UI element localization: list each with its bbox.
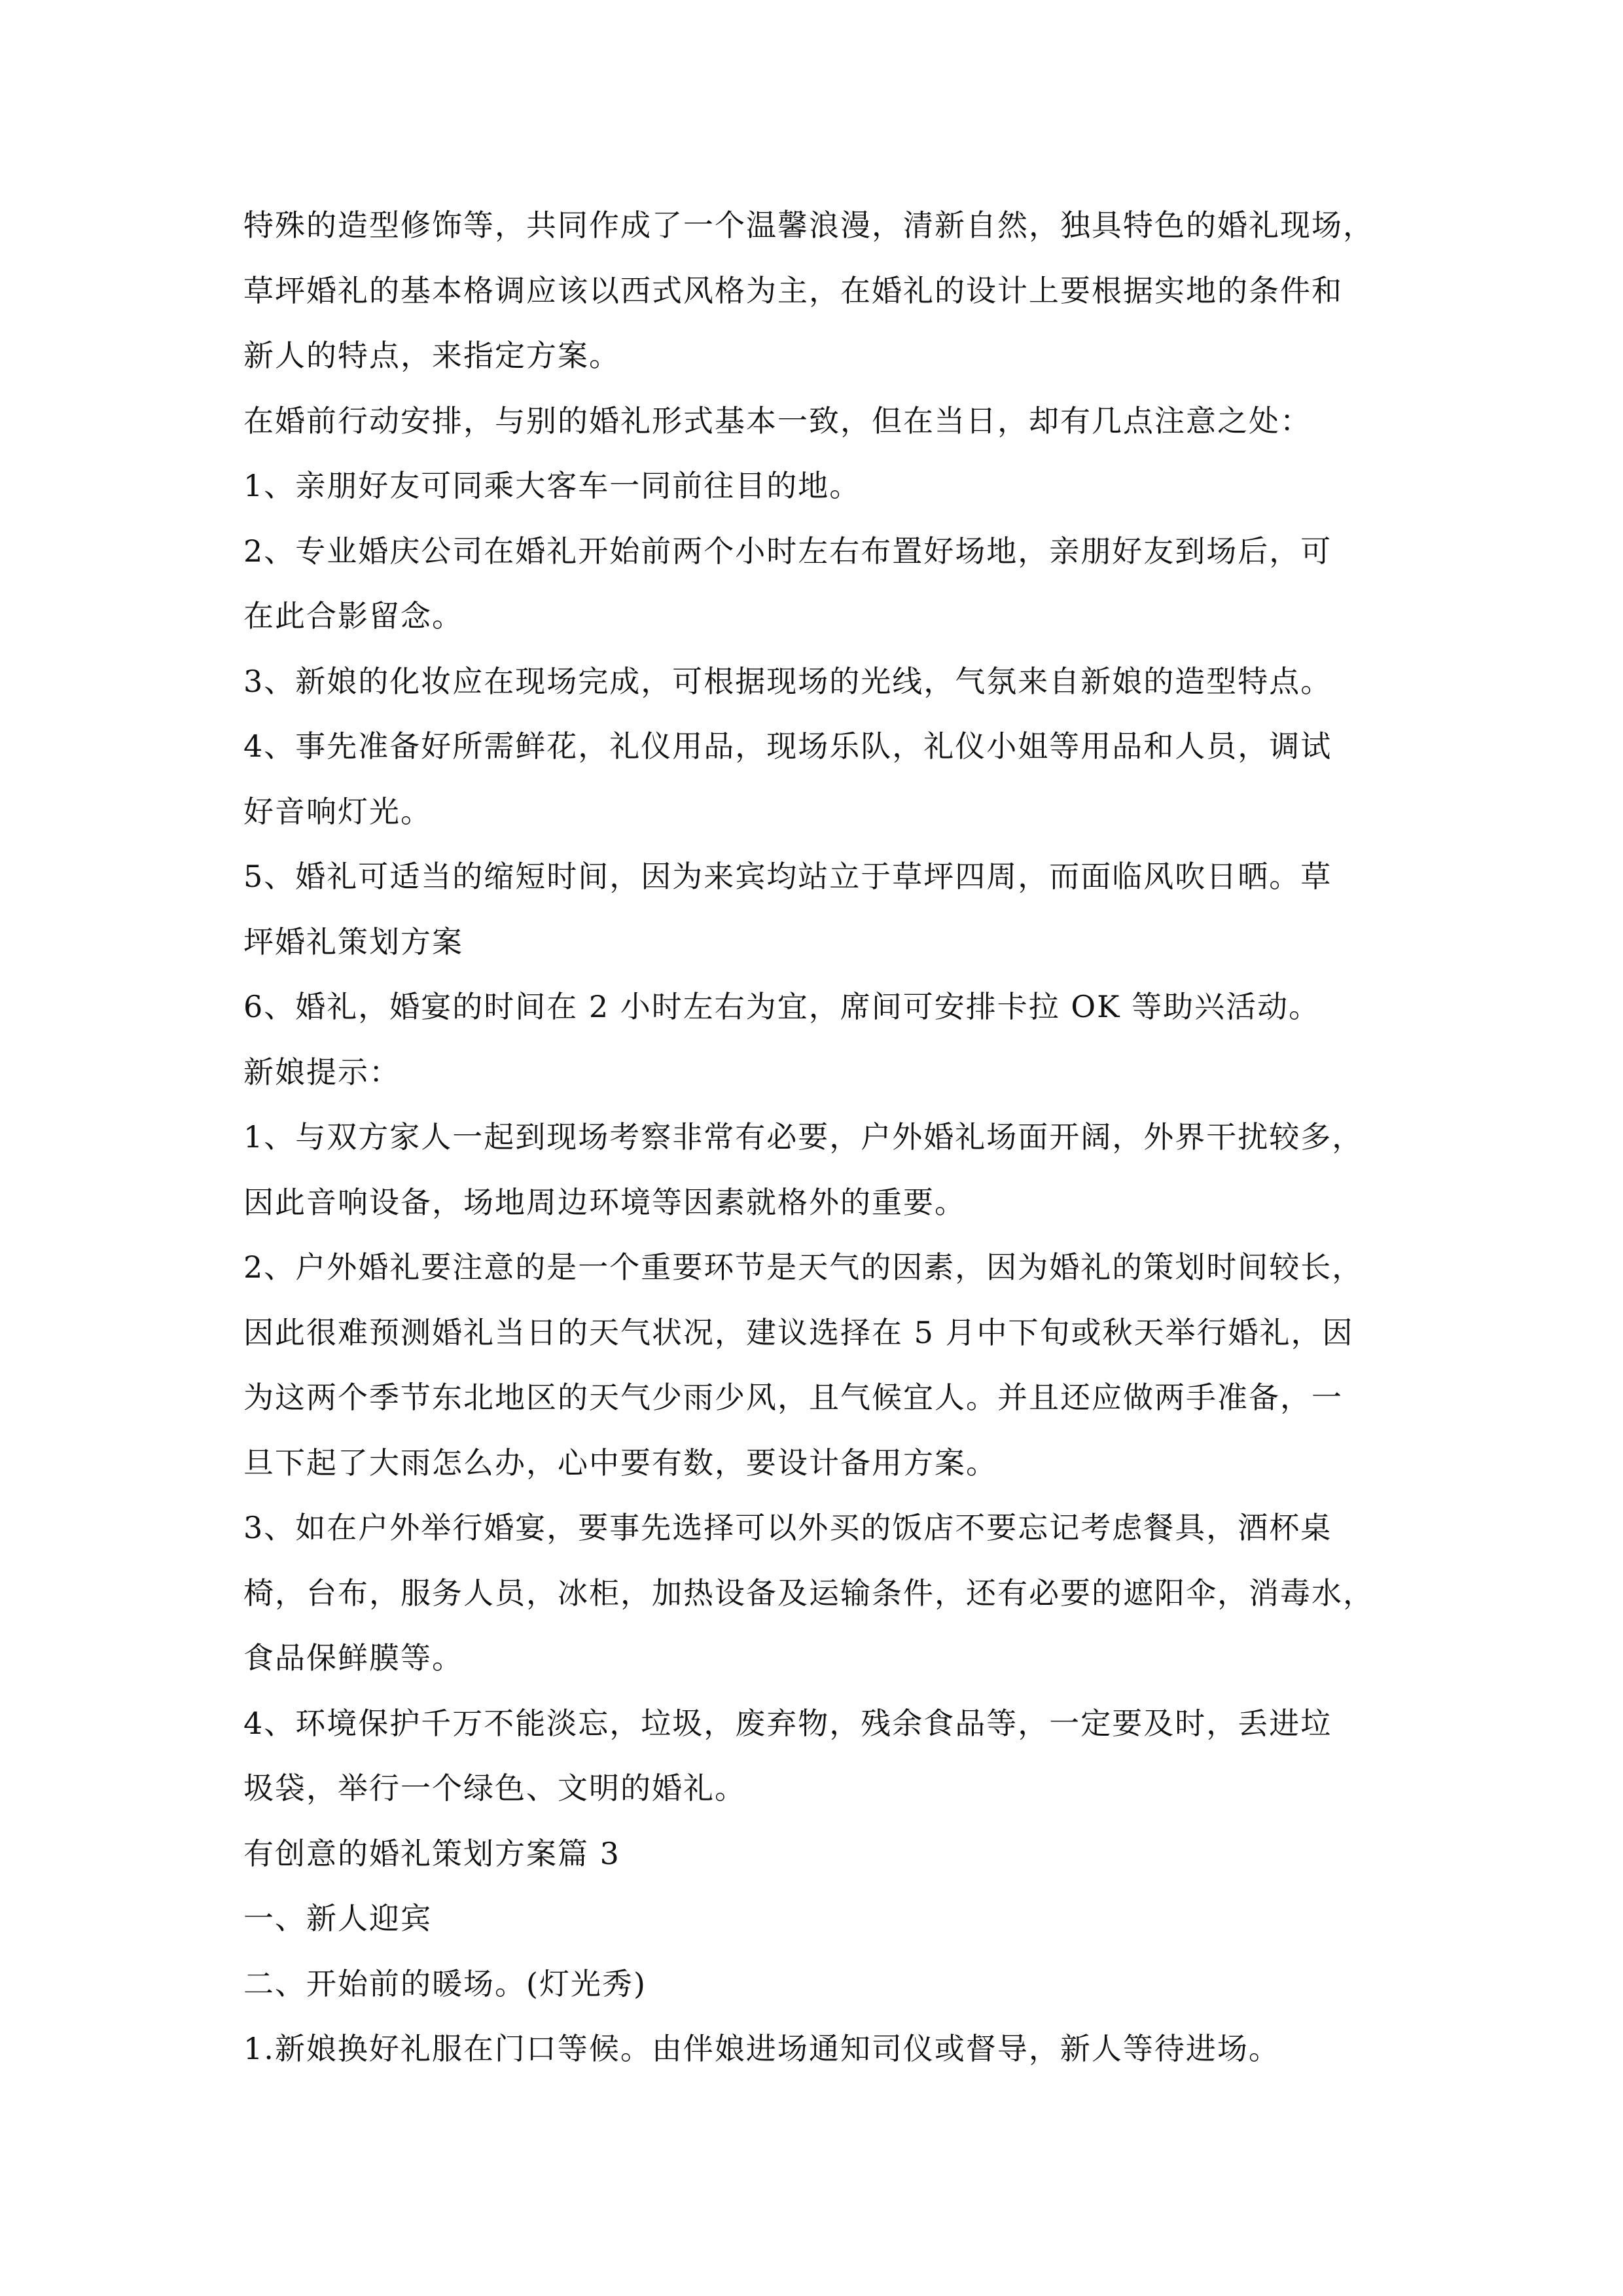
text-line: 在婚前行动安排，与别的婚礼形式基本一致，但在当日，却有几点注意之处：: [243, 403, 1311, 439]
list-item-line: 3、新娘的化妆应在现场完成，可根据现场的光线，气氛来自新娘的造型特点。: [243, 663, 1332, 699]
list-item-line: 2、户外婚礼要注意的是一个重要环节是天气的因素，因为婚礼的策划时间较长，: [243, 1249, 1364, 1285]
list-item-line: 2、专业婚庆公司在婚礼开始前两个小时左右布置好场地，亲朋好友到场后，可: [243, 533, 1332, 569]
text-line: 特殊的造型修饰等，共同作成了一个温馨浪漫，清新自然，独具特色的婚礼现场，: [243, 207, 1374, 243]
section-heading: 新娘提示：: [243, 1054, 401, 1090]
list-item-line: 旦下起了大雨怎么办，心中要有数，要设计备用方案。: [243, 1444, 997, 1480]
section-heading: 有创意的婚礼策划方案篇 3: [243, 1835, 620, 1871]
text-line: 草坪婚礼的基本格调应该以西式风格为主，在婚礼的设计上要根据实地的条件和: [243, 272, 1343, 308]
list-item-line: 3、如在户外举行婚宴，要事先选择可以外买的饭店不要忘记考虑餐具，酒杯桌: [243, 1510, 1332, 1545]
list-item-line: 椅，台布，服务人员，冰柜，加热设备及运输条件，还有必要的遮阳伞，消毒水，: [243, 1575, 1374, 1611]
list-item-line: 因此音响设备，场地周边环境等因素就格外的重要。: [243, 1184, 966, 1220]
list-item-line: 4、环境保护千万不能淡忘，垃圾，废弃物，残余食品等，一定要及时，丢进垃: [243, 1705, 1332, 1741]
text-line: 新人的特点，来指定方案。: [243, 338, 620, 373]
list-item-line: 1.新娘换好礼服在门口等候。由伴娘进场通知司仪或督导，新人等待进场。: [243, 2031, 1280, 2066]
list-item-line: 5、婚礼可适当的缩短时间，因为来宾均站立于草坪四周，而面临风吹日晒。草: [243, 859, 1332, 894]
document-body: [243, 193, 1415, 2082]
list-item-line: 1、与双方家人一起到现场考察非常有必要，户外婚礼场面开阔，外界干扰较多，: [243, 1119, 1364, 1155]
list-item-line: 6、婚礼，婚宴的时间在 2 小时左右为宜，席间可安排卡拉 OK 等助兴活动。: [243, 989, 1321, 1024]
list-item-line: 坪婚礼策划方案: [243, 924, 463, 960]
section-heading: 二、开始前的暖场。(灯光秀): [243, 1965, 647, 2001]
list-item-line: 4、事先准备好所需鲜花，礼仪用品，现场乐队，礼仪小姐等用品和人员，调试: [243, 728, 1332, 764]
list-item-line: 在此合影留念。: [243, 598, 463, 634]
list-item-line: 因此很难预测婚礼当日的天气状况，建议选择在 5 月中下旬或秋天举行婚礼，因: [243, 1314, 1354, 1350]
list-item-line: 好音响灯光。: [243, 793, 432, 829]
list-item-line: 圾袋，举行一个绿色、文明的婚礼。: [243, 1770, 746, 1806]
section-heading: 一、新人迎宾: [243, 1901, 432, 1936]
list-item-line: 食品保鲜膜等。: [243, 1640, 463, 1676]
list-item-line: 为这两个季节东北地区的天气少雨少风，且气候宜人。并且还应做两手准备，一: [243, 1380, 1343, 1415]
list-item-line: 1、亲朋好友可同乘大客车一同前往目的地。: [243, 468, 861, 503]
